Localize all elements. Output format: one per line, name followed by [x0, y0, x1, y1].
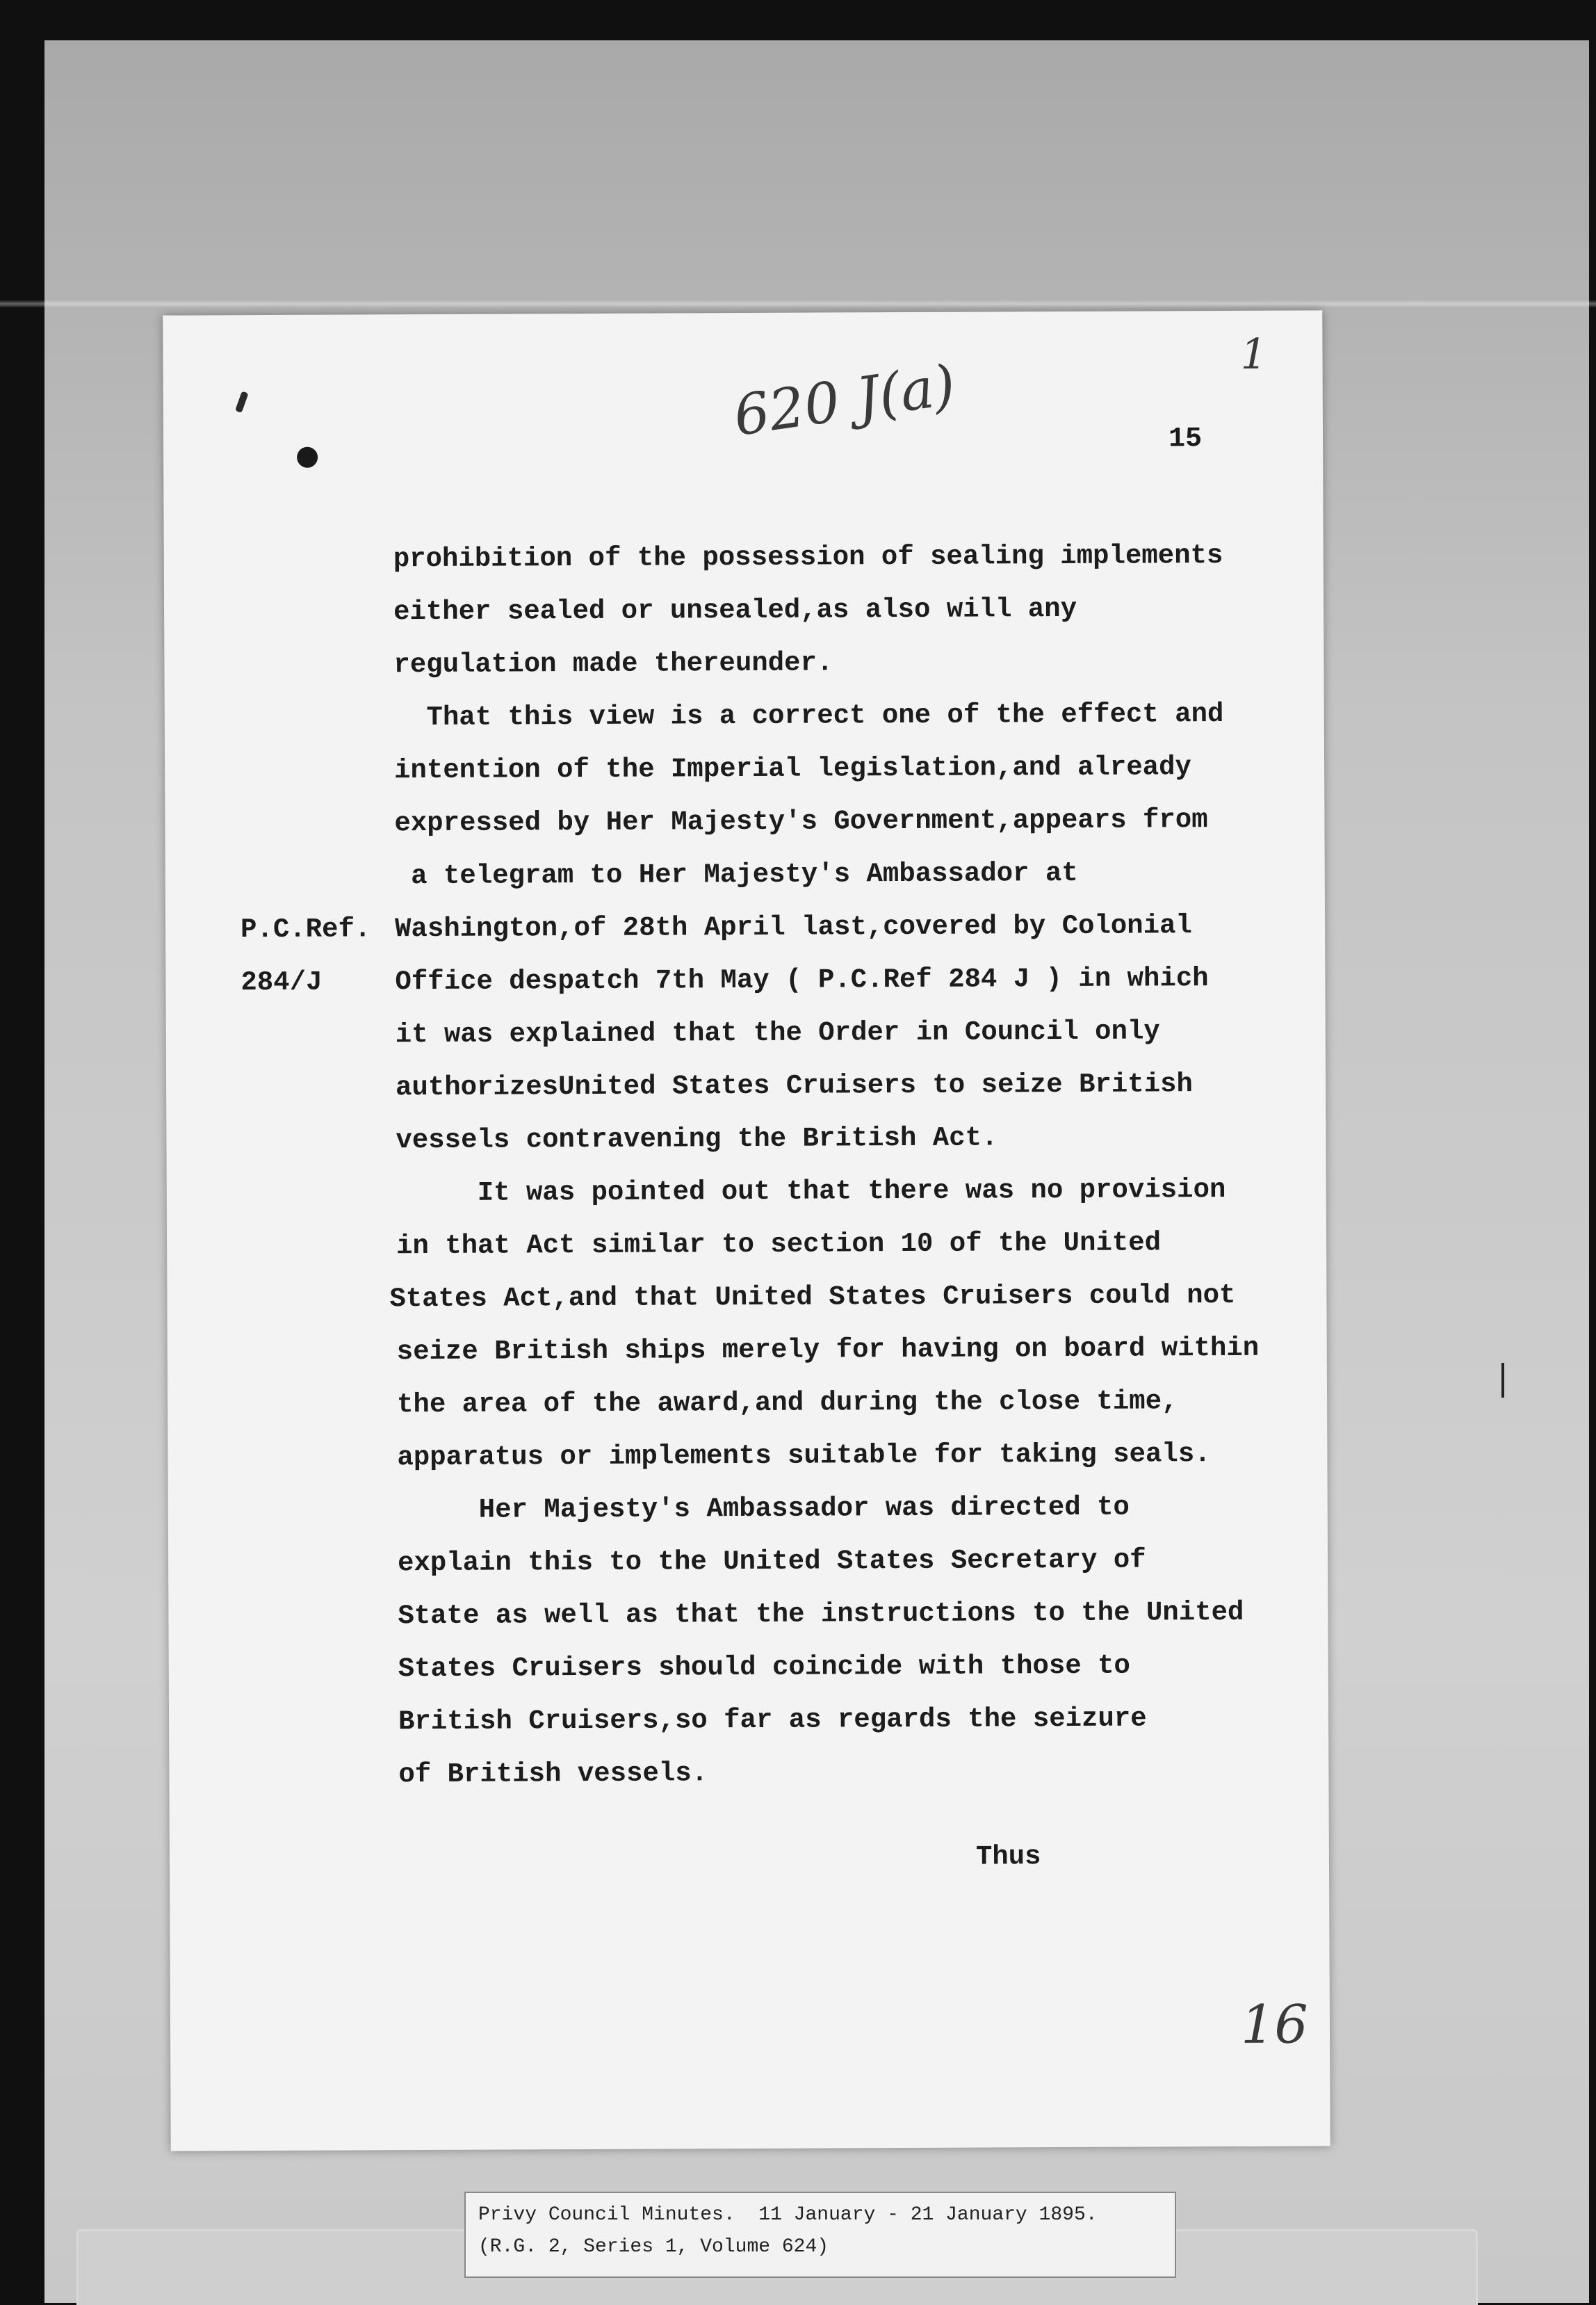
film-mark [1501, 1363, 1504, 1398]
body-line: either sealed or unsealed,as also will any [393, 593, 1077, 628]
page-number: 15 [1168, 423, 1203, 455]
archive-label-reference: (R.G. 2, Series 1, Volume 624) [478, 2236, 829, 2258]
body-line: Her Majesty's Ambassador was directed to [397, 1491, 1130, 1526]
body-line: intention of the Imperial legislation,and already [394, 752, 1191, 786]
body-line: the area of the award,and during the close time, [396, 1386, 1178, 1421]
body-line: State as well as that the instructions to the United [398, 1596, 1244, 1632]
handwritten-sheet-number: 1 [1240, 330, 1267, 379]
archive-label-title: Privy Council Minutes. 11 January - 21 January 1895. [478, 2204, 1098, 2226]
body-line: in that Act similar to section 10 of the United [396, 1227, 1162, 1262]
body-line: States Act,and that United States Cruisers could not [389, 1279, 1236, 1315]
body-line: States Cruisers should coincide with those to [398, 1650, 1131, 1685]
handwritten-file-number: 620 J(a) [729, 352, 960, 448]
body-line: British Cruisers,so far as regards the seizure [398, 1703, 1147, 1738]
body-line: explain this to the United States Secretary of [397, 1544, 1146, 1579]
margin-reference-line1: P.C.Ref. [241, 914, 371, 946]
margin-reference-line2: 284/J [241, 967, 323, 998]
body-line: a telegram to Her Majesty's Ambassador at [394, 857, 1078, 892]
body-line: apparatus or implements suitable for taking seals. [397, 1439, 1211, 1473]
body-line: Washington,of 28th April last,covered by Colonial [395, 910, 1192, 945]
body-line: Office despatch 7th May ( P.C.Ref 284 J ) in which [395, 963, 1209, 998]
body-line: authorizesUnited States Cruisers to seize British [396, 1069, 1193, 1103]
body-line: of British vessels. [398, 1758, 708, 1790]
document-page [163, 310, 1330, 2151]
body-line: seize British ships merely for having on board within [396, 1332, 1260, 1368]
body-line: regulation made thereunder. [393, 647, 833, 681]
catchword: Thus [975, 1841, 1041, 1873]
body-line: prohibition of the possession of sealing implements [393, 540, 1223, 575]
body-line: It was pointed out that there was no provision [396, 1174, 1226, 1209]
scan-artifact-line [0, 300, 1596, 307]
archive-label [464, 2192, 1176, 2278]
punch-hole [297, 447, 318, 468]
punch-mark [235, 391, 249, 413]
body-line: That this view is a correct one of the effect and [393, 698, 1224, 734]
handwritten-folio-number: 16 [1240, 1993, 1308, 2055]
body-line: vessels contravening the British Act. [396, 1122, 998, 1156]
body-line: it was explained that the Order in Council only [395, 1016, 1160, 1051]
body-line: expressed by Her Majesty's Government,appears from [394, 804, 1208, 839]
